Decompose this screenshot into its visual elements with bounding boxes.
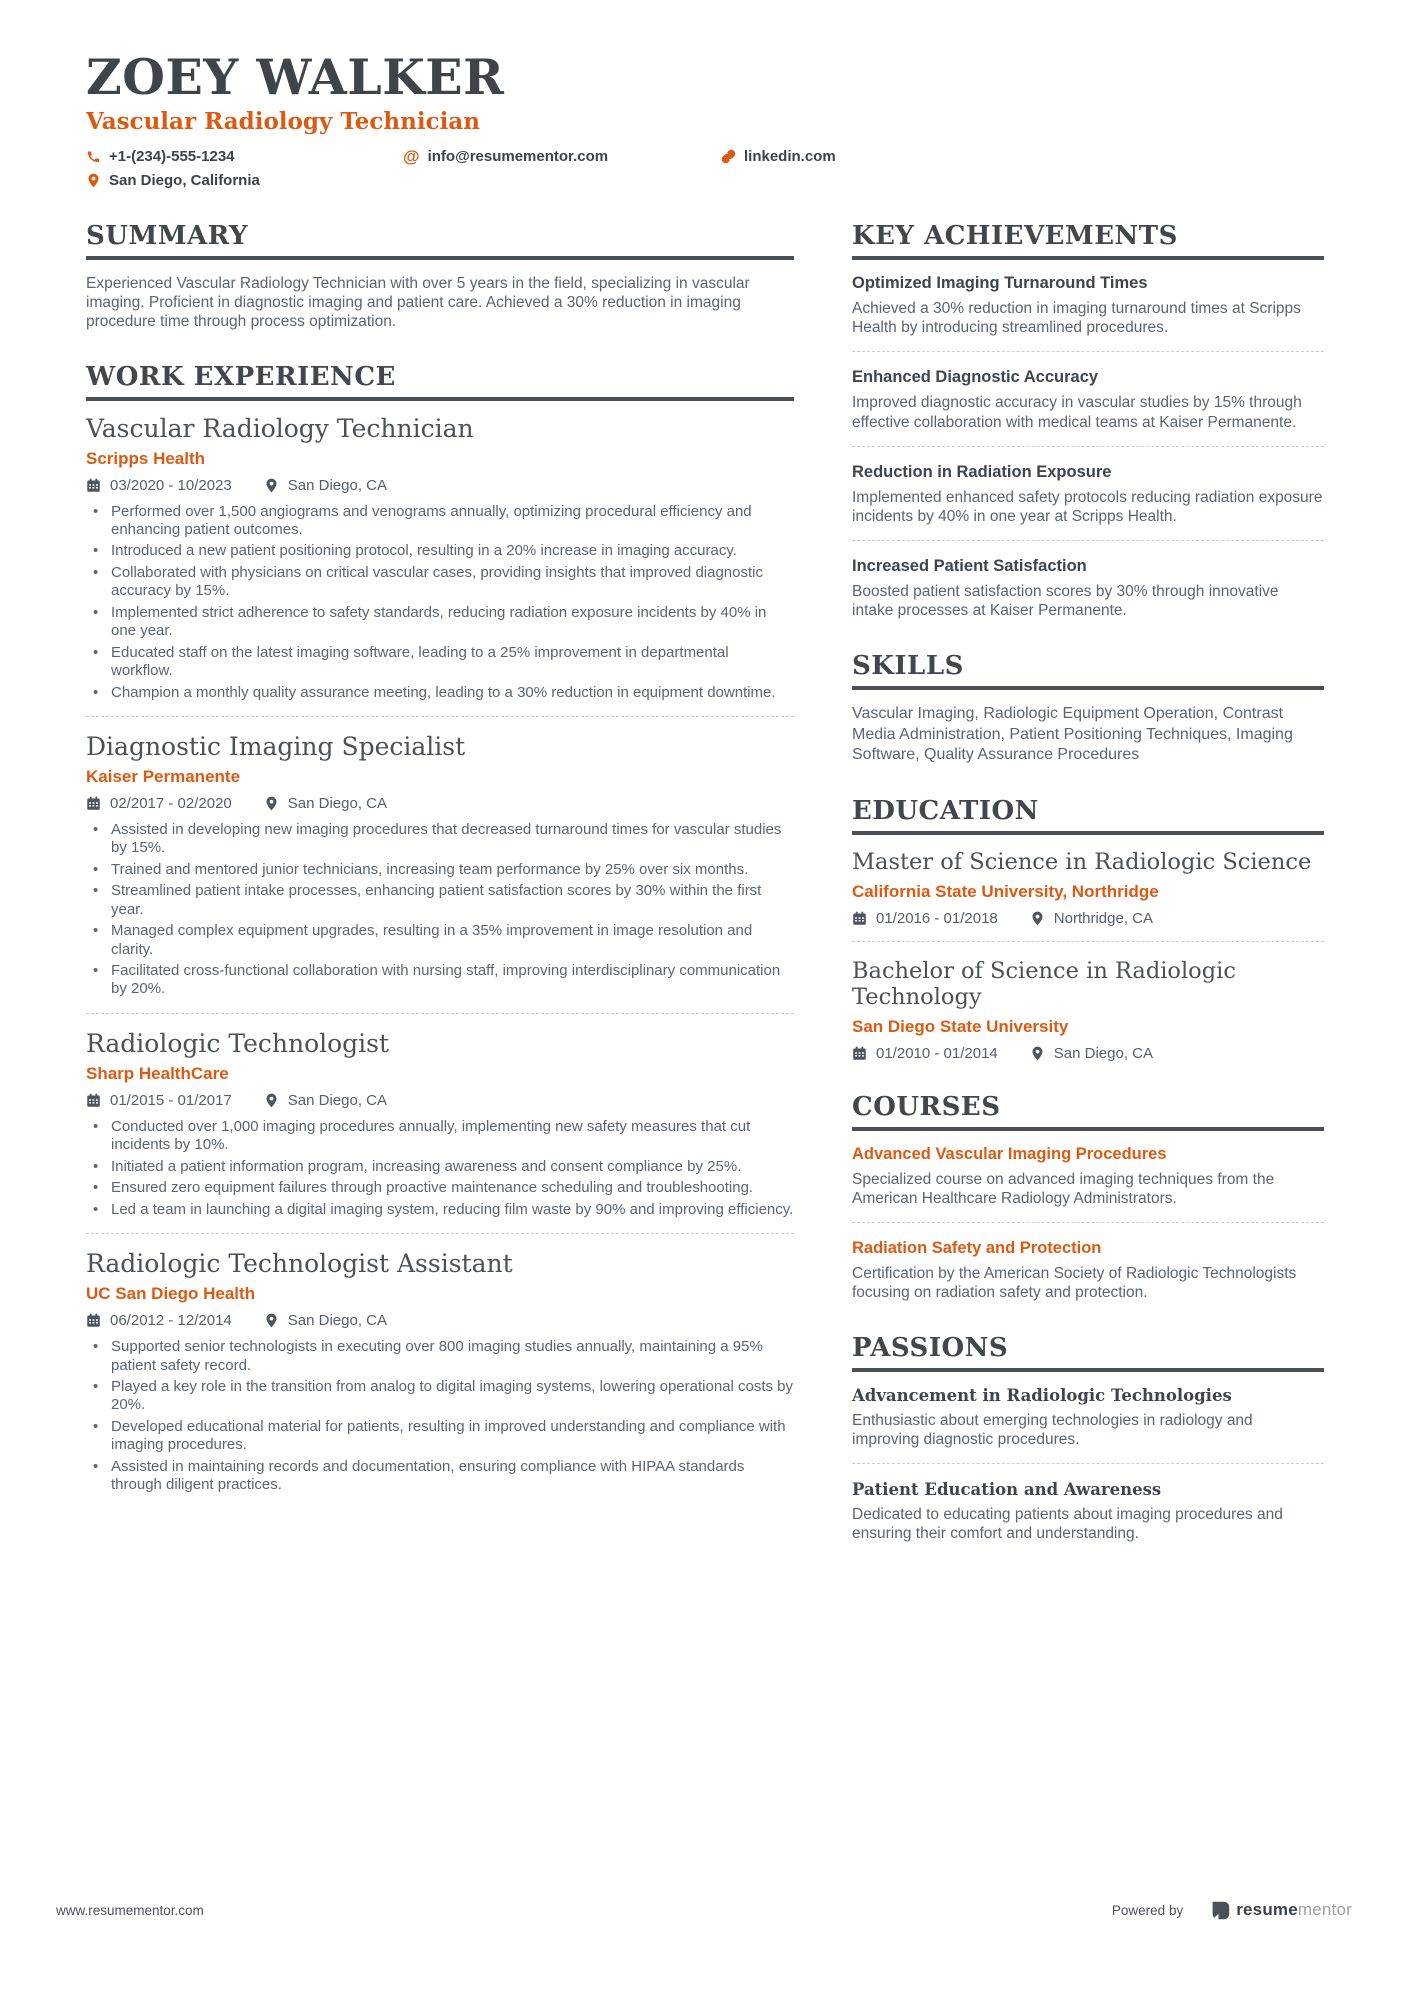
bullet-item: • Supported senior technologists in executing over 800 imaging studies annually, maintaining a 95% patient safety record. [86, 1338, 794, 1375]
bullet-item: • Led a team in launching a digital imaging system, reducing film waste by 90% and improving efficiency. [86, 1201, 794, 1219]
course-text: Certification by the American Society of Radiologic Technologists focusing on radiation safety and protection. [852, 1265, 1297, 1302]
job-company: Sharp HealthCare [86, 1063, 229, 1083]
location-text: San Diego, California [109, 172, 260, 190]
dashed-divider [852, 1222, 1324, 1223]
passion-item [852, 1386, 1324, 1449]
courses-section [852, 1092, 1324, 1303]
school-name: California State University, Northridge [852, 881, 1159, 901]
job-bullets [86, 821, 794, 999]
footer-site-link[interactable]: www.resumementor.com [56, 1902, 204, 1918]
bullet-item: • Conducted over 1,000 imaging procedures annually, implementing new safety measures that cut incidents by 10%. [86, 1118, 794, 1155]
bullet-item: • Collaborated with physicians on critical vascular cases, providing insights that improved diagnostic accuracy by 15%. [86, 564, 794, 601]
resumementor-logo-icon [1211, 1901, 1230, 1920]
job-dates: 02/2017 - 02/2020 [110, 794, 232, 812]
education-location: Northridge, CA [1053, 909, 1153, 927]
bullet-item: • Streamlined patient intake processes, enhancing patient satisfaction scores by 30% within the first year. [86, 882, 794, 919]
content-columns [86, 221, 1324, 1574]
job-dates: 03/2020 - 10/2023 [110, 476, 232, 494]
candidate-name: ZOEY WALKER [86, 48, 505, 106]
resume-header [86, 48, 1324, 193]
pin-icon [86, 173, 101, 188]
calendar-icon [86, 1093, 101, 1108]
job-location: San Diego, CA [287, 476, 388, 494]
course-title: Advanced Vascular Imaging Procedures [852, 1144, 1167, 1163]
job-entry [86, 1250, 794, 1495]
job-dates: 06/2012 - 12/2014 [110, 1312, 232, 1330]
work-experience-heading: WORK EXPERIENCE [86, 362, 794, 401]
bullet-item: • Played a key role in the transition from analog to digital imaging systems, lowering operational costs by 20%. [86, 1378, 794, 1415]
calendar-icon [86, 478, 101, 493]
job-entry [86, 733, 794, 999]
page-footer [56, 1900, 1352, 1920]
education-heading: EDUCATION [852, 796, 1324, 835]
bullet-item: • Introduced a new patient positioning protocol, resulting in a 20% increase in imaging accuracy. [86, 542, 794, 560]
passion-text: Dedicated to educating patients about imaging procedures and ensuring their comfort and understanding. [852, 1506, 1283, 1543]
left-column [86, 221, 794, 1574]
logo-text-bold: resume [1236, 1900, 1298, 1919]
pin-icon [264, 796, 279, 811]
dashed-divider [852, 446, 1324, 447]
course-item [852, 1145, 1324, 1208]
achievement-item [852, 368, 1324, 431]
job-meta [86, 795, 794, 812]
education-meta [852, 910, 1324, 927]
job-location: San Diego, CA [287, 1091, 388, 1109]
job-dates: 01/2015 - 01/2017 [110, 1091, 232, 1109]
bullet-item: • Developed educational material for patients, resulting in improved understanding and compliance with imaging procedures. [86, 1418, 794, 1455]
bullet-item: • Facilitated cross-functional collaboration with nursing staff, improving interdisciplinary communication by 20%. [86, 962, 794, 999]
skills-section [852, 651, 1324, 766]
job-meta [86, 1092, 794, 1109]
job-entry [86, 415, 794, 702]
contact-linkedin[interactable] [721, 148, 836, 165]
job-meta [86, 477, 794, 494]
resumementor-logo[interactable] [1211, 1900, 1352, 1920]
passions-section [852, 1333, 1324, 1544]
job-company: Scripps Health [86, 448, 206, 468]
dashed-divider [852, 941, 1324, 942]
bullet-item: • Performed over 1,500 angiograms and venograms annually, optimizing procedural efficiency and enhancing patient outcomes. [86, 503, 794, 540]
achievement-item [852, 557, 1324, 620]
contact-location [86, 172, 260, 189]
achievement-title: Optimized Imaging Turnaround Times [852, 273, 1148, 292]
course-item [852, 1239, 1324, 1302]
passion-title: Patient Education and Awareness [852, 1480, 1162, 1500]
pin-icon [264, 1093, 279, 1108]
contact-block [86, 145, 1324, 193]
bullet-item: • Trained and mentored junior technicians, increasing team performance by 25% over six months. [86, 861, 794, 879]
job-company: Kaiser Permanente [86, 766, 241, 786]
job-title: Radiologic Technologist [86, 1028, 390, 1058]
work-experience-section [86, 362, 794, 1495]
key-achievements-heading: KEY ACHIEVEMENTS [852, 221, 1324, 260]
achievement-title: Enhanced Diagnostic Accuracy [852, 368, 1099, 387]
link-icon [721, 149, 736, 164]
powered-by-label: Powered by [1111, 1902, 1184, 1918]
education-section [852, 796, 1324, 1062]
passions-heading: PASSIONS [852, 1333, 1324, 1372]
job-bullets [86, 1338, 794, 1495]
education-dates: 01/2010 - 01/2014 [876, 1044, 998, 1062]
summary-heading: SUMMARY [86, 221, 794, 260]
bullet-item: • Educated staff on the latest imaging software, leading to a 25% improvement in departmental workflow. [86, 644, 794, 681]
education-location: San Diego, CA [1053, 1044, 1154, 1062]
degree-title: Bachelor of Science in Radiologic Technology [852, 957, 1236, 1011]
school-name: San Diego State University [852, 1016, 1069, 1036]
at-icon: @ [403, 147, 420, 167]
achievement-item [852, 463, 1324, 526]
summary-text: Experienced Vascular Radiology Technician with over 5 years in the field, specializing in vascular imaging. Proficient in diagnostic imaging and patient care. Achieved a 30% reduction in imaging procedure time through process optimization. [86, 274, 750, 331]
linkedin-url: linkedin.com [744, 148, 836, 166]
phone-icon [86, 149, 101, 164]
logo-text-light: mentor [1297, 1900, 1352, 1919]
pin-icon [264, 1313, 279, 1328]
bullet-item: • Initiated a patient information program, increasing awareness and consent compliance by 25%. [86, 1158, 794, 1176]
achievement-title: Increased Patient Satisfaction [852, 557, 1087, 576]
course-text: Specialized course on advanced imaging techniques from the American Healthcare Radiology Administrators. [852, 1170, 1275, 1207]
dashed-divider [86, 716, 794, 717]
dashed-divider [852, 1463, 1324, 1464]
bullet-item: • Champion a monthly quality assurance meeting, leading to a 30% reduction in equipment downtime. [86, 684, 794, 702]
achievement-title: Reduction in Radiation Exposure [852, 462, 1112, 481]
pin-icon [1030, 911, 1045, 926]
degree-title: Master of Science in Radiologic Science [852, 849, 1312, 876]
job-entry [86, 1030, 794, 1219]
education-dates: 01/2016 - 01/2018 [876, 909, 998, 927]
pin-icon [264, 478, 279, 493]
skills-text: Vascular Imaging, Radiologic Equipment Operation, Contrast Media Administration, Patient Positioning Techniques, Imaging Software, Quality Assurance Procedures [852, 704, 1293, 764]
dashed-divider [852, 540, 1324, 541]
passion-item [852, 1480, 1324, 1543]
calendar-icon [852, 911, 867, 926]
job-company: UC San Diego Health [86, 1284, 256, 1304]
achievement-item [852, 274, 1324, 337]
right-column [852, 221, 1324, 1574]
dashed-divider [852, 351, 1324, 352]
calendar-icon [852, 1046, 867, 1061]
passion-text: Enthusiastic about emerging technologies in radiology and improving diagnostic procedures. [852, 1411, 1253, 1448]
skills-heading: SKILLS [852, 651, 1324, 690]
email-address: info@resumementor.com [427, 148, 609, 166]
bullet-item: • Assisted in developing new imaging procedures that decreased turnaround times for vascular studies by 15%. [86, 821, 794, 858]
contact-email[interactable] [403, 148, 721, 165]
bullet-item: • Managed complex equipment upgrades, resulting in a 35% improvement in image resolution and clarity. [86, 922, 794, 959]
contact-phone[interactable] [86, 148, 403, 165]
passion-title: Advancement in Radiologic Technologies [852, 1385, 1232, 1405]
bullet-item: • Assisted in maintaining records and documentation, ensuring compliance with HIPAA standards through diligent practices. [86, 1458, 794, 1495]
course-title: Radiation Safety and Protection [852, 1239, 1102, 1258]
achievement-text: Boosted patient satisfaction scores by 30% through innovative intake processes at Kaiser Permanente. [852, 583, 1279, 620]
phone-number: +1-(234)-555-1234 [109, 148, 235, 166]
bullet-item: • Implemented strict adherence to safety standards, reducing radiation exposure incidents by 40% in one year. [86, 604, 794, 641]
job-location: San Diego, CA [287, 1312, 388, 1330]
education-meta [852, 1045, 1324, 1062]
achievement-text: Improved diagnostic accuracy in vascular studies by 15% through effective collaboration with medical teams at Kaiser Permanente. [852, 394, 1302, 431]
achievement-text: Implemented enhanced safety protocols reducing radiation exposure incidents by 40% in one year at Scripps Health. [852, 488, 1323, 526]
job-location: San Diego, CA [287, 794, 388, 812]
education-entry [852, 849, 1324, 927]
job-meta [86, 1312, 794, 1329]
job-title: Diagnostic Imaging Specialist [86, 731, 466, 761]
job-title: Vascular Radiology Technician [86, 413, 474, 443]
key-achievements-section [852, 221, 1324, 621]
dashed-divider [86, 1013, 794, 1014]
calendar-icon [86, 1313, 101, 1328]
courses-heading: COURSES [852, 1092, 1324, 1131]
education-entry [852, 958, 1324, 1062]
calendar-icon [86, 796, 101, 811]
summary-section [86, 221, 794, 332]
pin-icon [1030, 1046, 1045, 1061]
bullet-item: • Ensured zero equipment failures through proactive maintenance scheduling and troubleshooting. [86, 1179, 794, 1197]
dashed-divider [86, 1233, 794, 1234]
job-title: Radiologic Technologist Assistant [86, 1249, 513, 1279]
job-bullets [86, 1118, 794, 1219]
job-bullets [86, 503, 794, 702]
candidate-title: Vascular Radiology Technician [86, 107, 480, 135]
achievement-text: Achieved a 30% reduction in imaging turnaround times at Scripps Health by introducing streamlined procedures. [852, 299, 1301, 337]
